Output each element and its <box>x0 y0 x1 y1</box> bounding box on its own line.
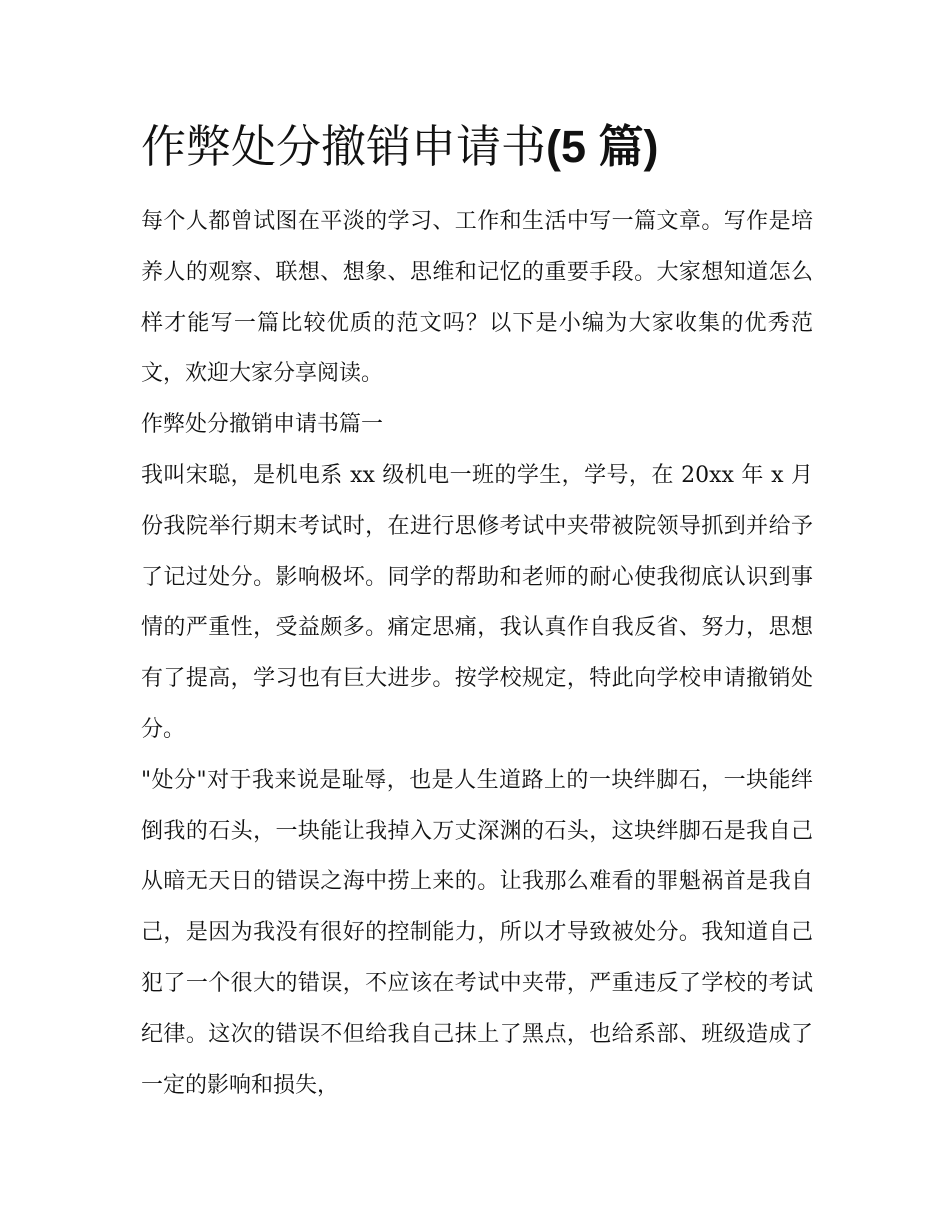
title-suffix: (5 篇) <box>546 121 659 172</box>
document-content <box>141 112 813 1111</box>
intro-paragraph: 每个人都曾试图在平淡的学习、工作和生活中写一篇文章。写作是培养人的观察、联想、想象、思维和记忆的重要手段。大家想知道怎么样才能写一篇比较优质的范文吗？以下是小编为大家收集的优秀范文，欢迎大家分享阅读。 <box>141 209 813 387</box>
section-heading: 作弊处分撤销申请书篇一 <box>141 412 384 438</box>
body-paragraph-2: "处分"对于我来说是耻辱，也是人生道路上的一块绊脚石，一块能绊倒我的石头，一块能让我掉入万丈深渊的石头，这块绊脚石是我自己从暗无天日的错误之海中捞上来的。让我那么难看的罪魁祸首是我自己，是因为我没有很好的控制能力，所以才导致被处分。我知道自己犯了一个很大的错误，不应该在考试中夹带，严重违反了学校的考试纪律。这次的错误不但给我自己抹上了黑点，也给系部、班级造成了一定的影响和损失， <box>141 767 813 1098</box>
title-main: 作弊处分撤销申请书 <box>141 120 547 173</box>
document-title <box>141 112 813 182</box>
body-paragraph-1: 我叫宋聪，是机电系 xx 级机电一班的学生，学号，在 20xx 年 x 月份我院举行期末考试时，在进行思修考试中夹带被院领导抓到并给予了记过处分。影响极坏。同学的帮助和老师的耐心使我彻底认识到事情的严重性，受益颇多。痛定思痛，我认真作自我反省、努力，思想有了提高，学习也有巨大进步。按学校规定，特此向学校申请撤销处分。 <box>141 462 813 742</box>
